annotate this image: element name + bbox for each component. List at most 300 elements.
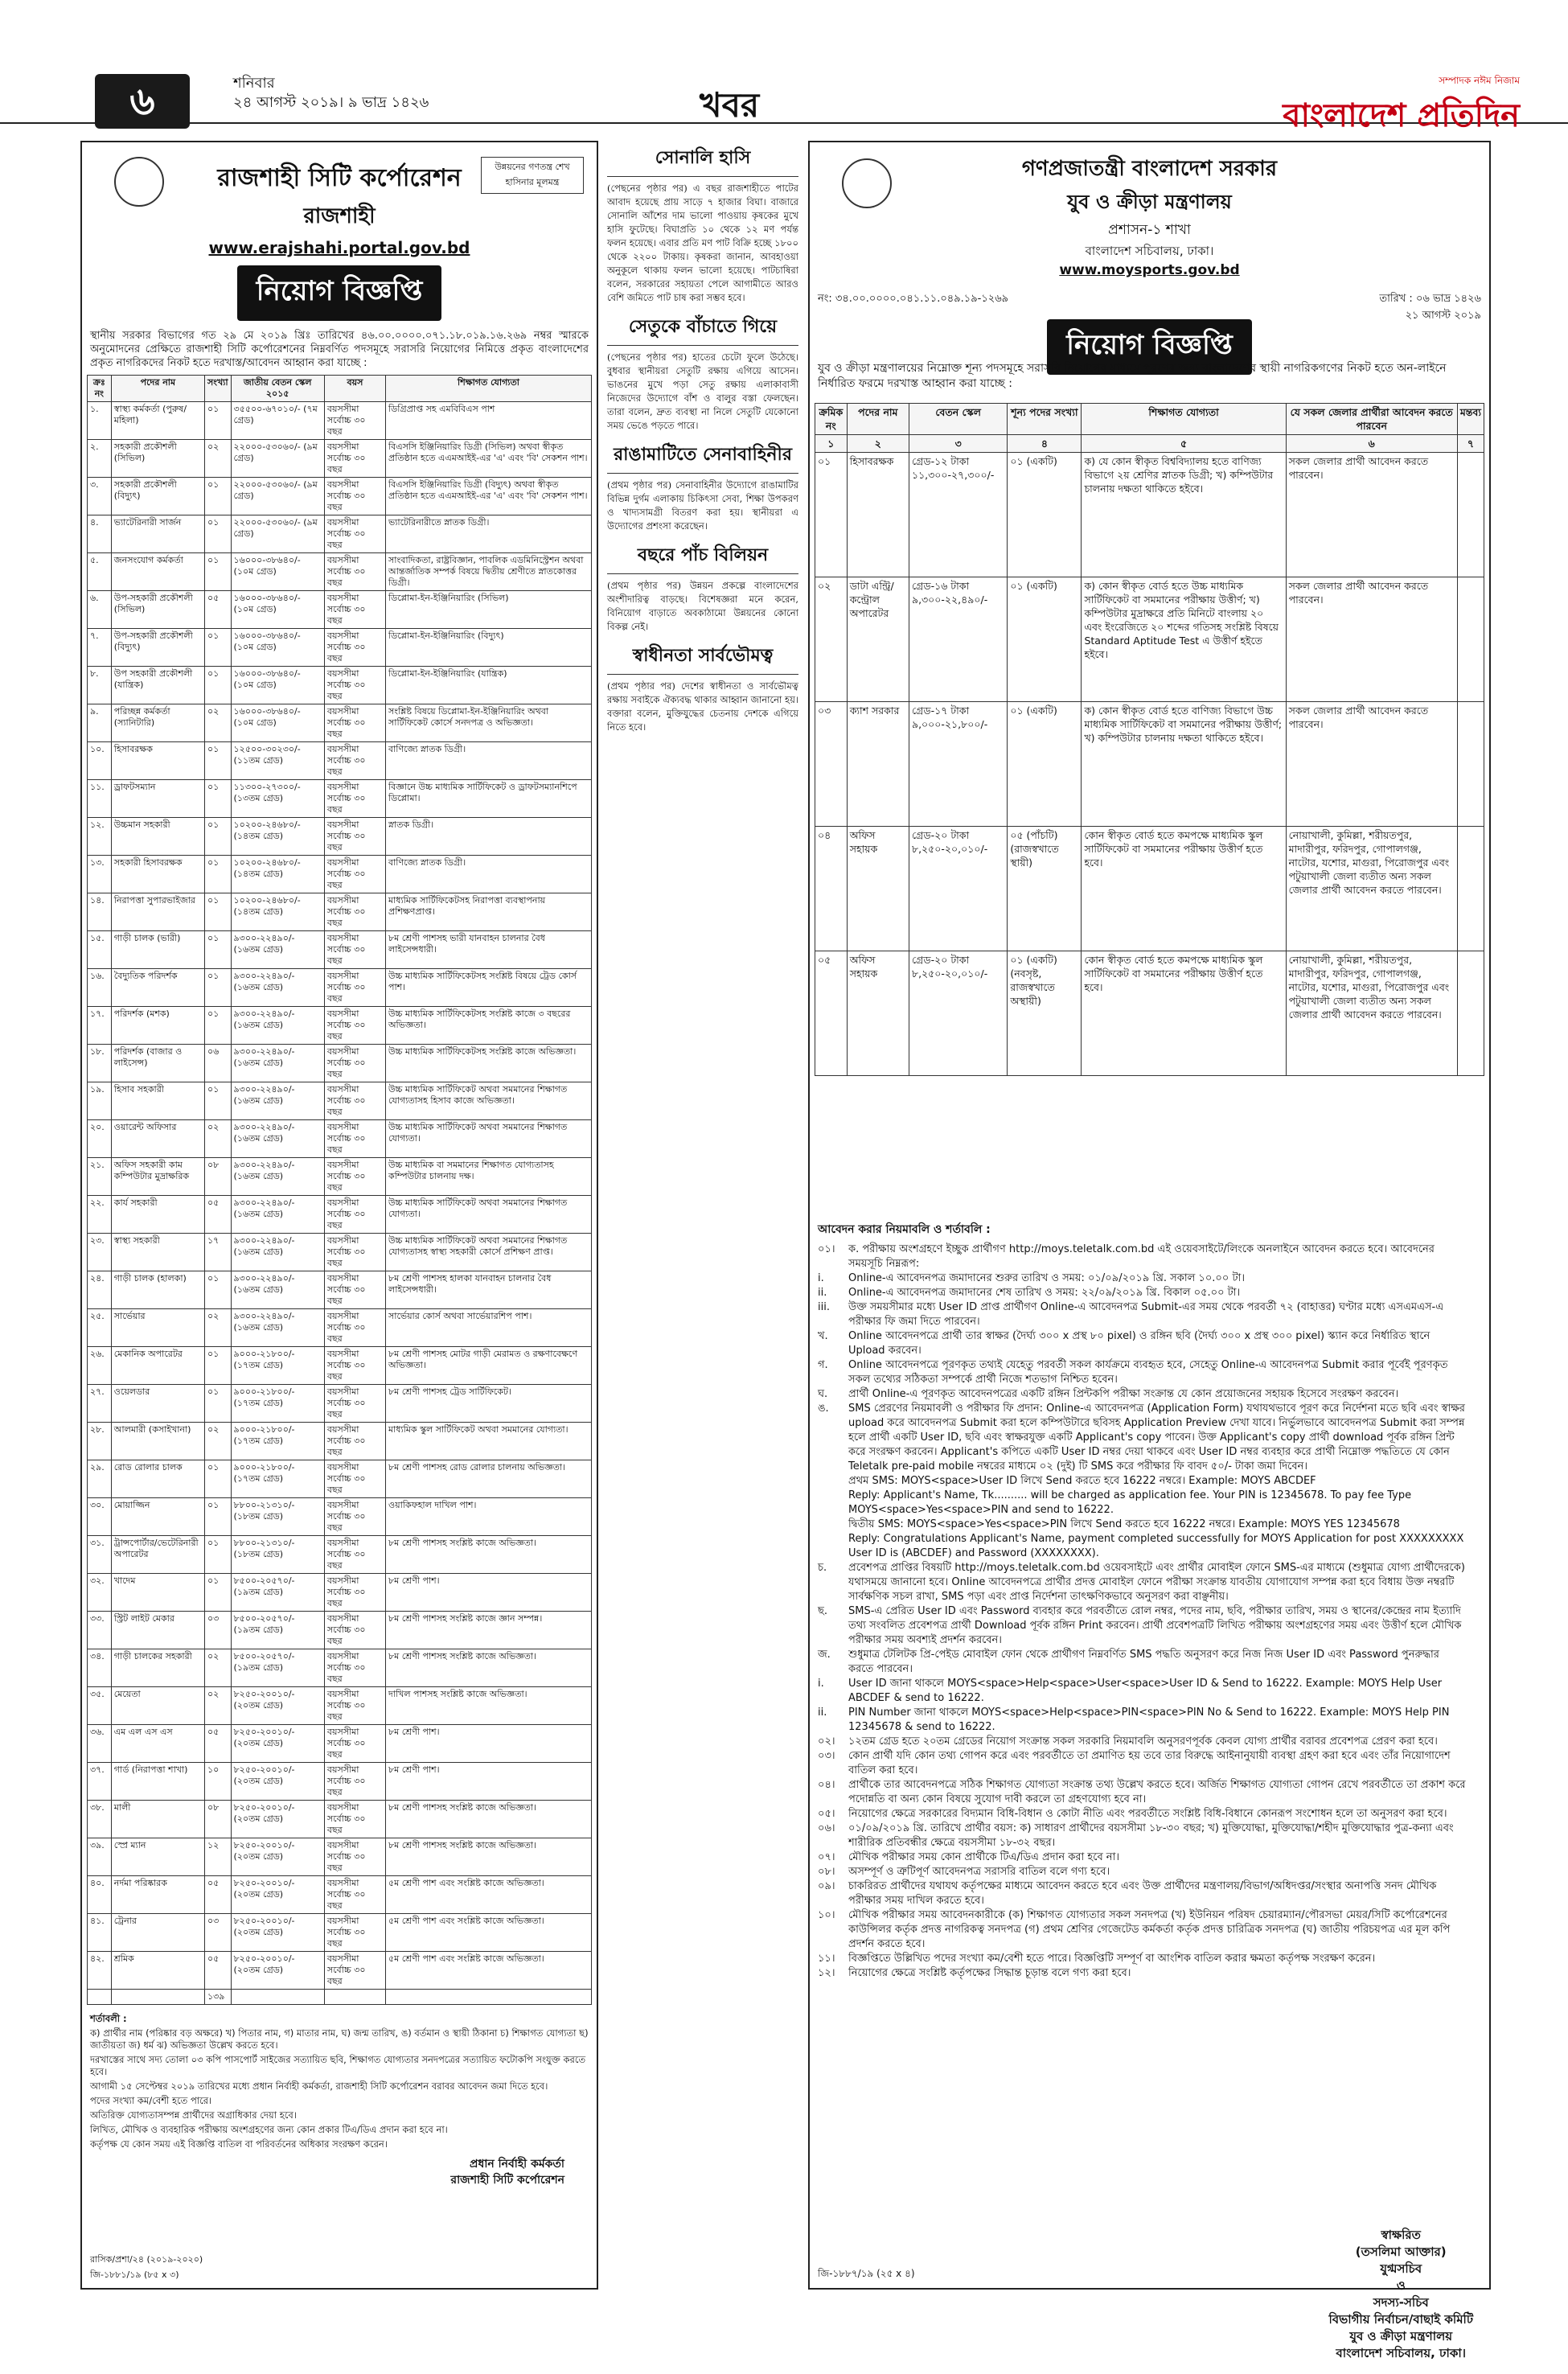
- table-cell: পরিচ্ছন্ন কর্মকর্তা (স্যানিটারি): [111, 704, 204, 742]
- column-header: বয়স: [324, 376, 385, 402]
- table-cell: ১০.: [88, 742, 112, 780]
- table-cell: বয়সসীমা সর্বোচ্চ ৩০ বছর: [324, 1876, 385, 1914]
- rule-text: শুধুমাত্র টেলিটক প্রি-পেইড মোবাইল ফোন থেকে প্রার্থীগণ নিম্নবর্ণিত SMS পদ্ধতি অনুসরণ করে নিজ নিজ User ID এবং Password পুনরুদ্ধার করতে পারবেন।: [848, 1649, 1439, 1675]
- table-cell: ৮৫০০-২০৫৭০/- (১৯তম গ্রেড): [231, 1649, 324, 1687]
- table-row: [88, 1045, 592, 1082]
- table-cell: বাণিজ্যে স্নাতক ডিগ্রী।: [386, 742, 592, 780]
- table-row: [88, 1385, 592, 1423]
- day-label: শনিবার: [233, 75, 275, 92]
- table-cell: বয়সসীমা সর্বোচ্চ ৩০ বছর: [324, 1952, 385, 1990]
- rule-text: প্রার্থী Online-এ পূরণকৃত আবেদনপত্রের একটি রঙ্গিন প্রিন্টকপি পরীক্ষা সংক্রান্ত যে কোন প্রয়োজনের সহায়ক হিসেবে সংরক্ষণ করবেন।: [848, 1388, 1399, 1400]
- column-header: বেতন স্কেল: [909, 404, 1007, 435]
- news-body: (প্রথম পৃষ্ঠার পর) দেশের স্বাধীনতা ও সার্বভৌমত্ব রক্ষায় সবাইকে ঐক্যবদ্ধ থাকার আহ্বান জানানো হয়। বক্তারা বলেন, মুক্তিযুদ্ধের চেতনায় দেশকে এগিয়ে নিতে হবে।: [607, 680, 798, 733]
- branch-name: প্রশাসন-১ শাখা: [1108, 222, 1191, 238]
- table-row: [88, 1649, 592, 1687]
- table-cell: ১৭.: [88, 1007, 112, 1045]
- rule-item: [818, 1677, 1481, 1706]
- table-cell: ৮২৫০-২০০১০/- (২০তম গ্রেড): [231, 1876, 324, 1914]
- rule-text: চাকরিরত প্রার্থীদের যথাযথ কর্তৃপক্ষের মাধ্যমে আবেদন করতে হবে এবং উক্ত প্রার্থীদের মন্ত্রণালয়/বিভাগ/অধিদপ্তর/সংস্থার অনাপত্তি সনদ মৌখিক পরীক্ষার সময় দাখিল করতে হবে।: [848, 1880, 1437, 1907]
- table-cell: ০৩: [204, 1914, 231, 1952]
- news-headline: স্বাধীনতা সার্বভৌমত্ব: [607, 642, 798, 675]
- rule-text: Reply: Applicant's Name, Tk.......... will be charged as application fee. Your PIN is 12345678. To pay fee Type MOYS<space>Yes<space>PIN and send to 16222.: [848, 1489, 1412, 1516]
- table-cell: ১০২০০-২৪৬৮০/- (১৪তম গ্রেড): [231, 893, 324, 931]
- table-row: [88, 1347, 592, 1385]
- term-item: পদের সংখ্যা কম/বেশী হতে পারে।: [90, 2095, 212, 2106]
- table-cell: কোন স্বীকৃত বোর্ড হতে কমপক্ষে মাধ্যমিক স্কুল সার্টিফিকেট বা সমমানের পরীক্ষায় উত্তীর্ণ হতে হবে।: [1082, 827, 1286, 951]
- org-city: রাজশাহী: [303, 204, 376, 228]
- table-cell: ২৪.: [88, 1271, 112, 1309]
- column-number: ২: [847, 435, 909, 453]
- table-cell: বয়সসীমা সর্বোচ্চ ৩০ বছর: [324, 1725, 385, 1763]
- rule-item: [818, 1271, 1481, 1286]
- table-cell: বয়সসীমা সর্বোচ্চ ৩০ বছর: [324, 1385, 385, 1423]
- table-cell: সংশ্লিষ্ট বিষয়ে ডিপ্লোমা-ইন-ইঞ্জিনিয়ারিং অথবা সার্টিফিকেট কোর্সে সনদপত্র ও অভিজ্ঞতা।: [386, 704, 592, 742]
- table-cell: স্বাস্থ্য কর্মকর্তা (পুরুষ/মহিলা): [111, 402, 204, 440]
- ministry-url: www.moysports.gov.bd: [1059, 262, 1240, 278]
- table-cell: ৮ম শ্রেণী পাশসহ ট্রেড সার্টিফিকেট।: [386, 1385, 592, 1423]
- column-number: ৫: [1082, 435, 1286, 453]
- date-bangla: ০৬ ভাদ্র ১৪২৬: [1415, 293, 1481, 305]
- table-cell: অফিস সহায়ক: [847, 951, 909, 1076]
- org-name: রাজশাহী সিটি কর্পোরেশন: [217, 164, 462, 192]
- table-cell: নিরাপত্তা সুপারভাইজার: [111, 893, 204, 931]
- table-cell: ৮ম শ্রেণী পাশসহ সংশ্লিষ্ট কাজে জ্ঞান সম্পন্ন।: [386, 1612, 592, 1649]
- rule-text: অসম্পূর্ণ ও ত্রুটিপূর্ণ আবেদনপত্র সরাসরি বাতিল বলে গণ্য হবে।: [848, 1866, 1110, 1878]
- table-cell: ৯৩০০-২২৪৯০/- (১৬তম গ্রেড): [231, 1082, 324, 1120]
- table-row: [88, 1196, 592, 1234]
- table-cell: ডিপ্লোমা-ইন-ইঞ্জিনিয়ারিং (বিদ্যুৎ): [386, 629, 592, 667]
- table-cell: হিসাবরক্ষক: [111, 742, 204, 780]
- table-cell: ৫ম শ্রেণী পাশ এবং সংশ্লিষ্ট কাজে অভিজ্ঞতা।: [386, 1914, 592, 1952]
- table-cell: বয়সসীমা সর্বোচ্চ ৩০ বছর: [324, 1838, 385, 1876]
- rule-item: [818, 1329, 1481, 1358]
- table-cell: মাধ্যমিক স্কুল সার্টিফিকেট অথবা সমমানের যোগ্যতা।: [386, 1423, 592, 1460]
- table-cell: বয়সসীমা সর্বোচ্চ ৩০ বছর: [324, 667, 385, 704]
- table-cell: ক্যাশ সরকার: [847, 702, 909, 827]
- date-label: ২৪ আগস্ট ২০১৯। ৯ ভাদ্র ১৪২৬: [233, 94, 429, 111]
- rule-number: খ.: [818, 1330, 828, 1342]
- rule-item: [818, 1242, 1481, 1271]
- table-cell: ৪০.: [88, 1876, 112, 1914]
- ministry-name: যুব ও ক্রীড়া মন্ত্রণালয়: [1067, 191, 1232, 213]
- column-number: ৬: [1286, 435, 1457, 453]
- table-cell: ২.: [88, 440, 112, 478]
- notice-intro: স্থানীয় সরকার বিভাগের গত ২৯ মে ২০১৯ খ্রিঃ তারিখের ৪৬.০০.০০০০.০৭১.১৮.০১৯.১৬.২৬৯ নম্বর স্মারকে অনুমোদনের প্রেক্ষিতে রাজশাহী সিটি কর্পোরেশনের নিম্নবর্ণিত পদসমূহে সরাসরি নিয়োগের নিমিত্তে প্রকৃত বাংলাদেশের প্রকৃত নাগরিকদের নিকট হতে দরখাস্ত/আবেদন আহ্বান করা যাচ্ছে :: [90, 330, 589, 369]
- table-cell: বয়সসীমা সর্বোচ্চ ৩০ বছর: [324, 1196, 385, 1234]
- table-cell: পরিদর্শক (মশক): [111, 1007, 204, 1045]
- notice-intro-right: যুব ও ক্রীড়া মন্ত্রণালয়ের নিম্নোক্ত শূন্য পদসমূহে সরাসরি নিয়োগের মাধ্যমে পূরণের জন্য বাংলাদেশের স্থায়ী নাগরিকগণের নিকট হতে অন-লাইনে নির্ধারিত ফরমে দরখাস্ত আহ্বান করা যাচ্ছে :: [818, 362, 1447, 390]
- table-row: [88, 1082, 592, 1120]
- rule-text: প্রার্থীকে তার আবেদনপত্রে সঠিক শিক্ষাগত যোগ্যতা সংক্রান্ত তথ্য উল্লেখ করতে হবে। অর্জিত শিক্ষাগত যোগ্যতা গোপন রেখে পরবর্তীতে তা প্রকাশ করে পদোন্নতি বা অন্য কোন বিষয়ে সুযোগ দাবী করলে তা গ্রহণযোগ্য হবে না।: [848, 1779, 1466, 1805]
- table-cell: ৩.: [88, 478, 112, 515]
- column-header: শূন্য পদের সংখ্যা: [1008, 404, 1082, 435]
- column-header: ক্রঃ নং: [88, 376, 112, 402]
- table-cell: গ্রেড-২০ টাকা ৮,২৫০-২০,০১০/-: [909, 827, 1007, 951]
- table-cell: বয়সসীমা সর্বোচ্চ ৩০ বছর: [324, 1536, 385, 1574]
- table-cell: ০৫ (পাঁচটি) (রাজস্বখাতে স্থায়ী): [1008, 827, 1082, 951]
- table-cell: উচ্চ মাধ্যমিক সার্টিফিকেটসহ সংশ্লিষ্ট কাজে অভিজ্ঞতা।: [386, 1045, 592, 1082]
- table-cell: এম এল এস এস: [111, 1725, 204, 1763]
- table-cell: ১২: [204, 1838, 231, 1876]
- table-cell: নর্দমা পরিষ্কারক: [111, 1876, 204, 1914]
- table-cell: বয়সসীমা সর্বোচ্চ ৩০ বছর: [324, 1347, 385, 1385]
- table-row: [88, 402, 592, 440]
- rule-item: [818, 1286, 1481, 1300]
- table-row: [88, 1952, 592, 1990]
- table-cell: বয়সসীমা সর্বোচ্চ ৩০ বছর: [324, 1120, 385, 1158]
- section-title: খবর: [700, 85, 760, 125]
- rule-text: Online-এ আবেদনপত্র জমাদানের শুরুর তারিখ ও সময়: ০১/০৯/২০১৯ খ্রি. সকাল ১০.০০ টা।: [848, 1272, 1245, 1284]
- table-cell: ১০২০০-২৪৬৮০/- (১৪তম গ্রেড): [231, 818, 324, 856]
- table-cell: ০২: [204, 1423, 231, 1460]
- sign-role: সদস্য-সচিব: [1373, 2295, 1429, 2310]
- table-cell: [1457, 577, 1484, 702]
- table-cell: ২২.: [88, 1196, 112, 1234]
- table-cell: বয়সসীমা সর্বোচ্চ ৩০ বছর: [324, 1687, 385, 1725]
- table-cell: গার্ড (নিরাপত্তা শাখা): [111, 1763, 204, 1801]
- table-cell: সকল জেলার প্রার্থী আবেদন করতে পারবেন।: [1286, 577, 1457, 702]
- table-cell: ৯৩০০-২২৪৯০/- (১৬তম গ্রেড): [231, 1045, 324, 1082]
- table-cell: ১৪.: [88, 893, 112, 931]
- table-cell: ২২০০০-৫৩০৬০/- (৯ম গ্রেড): [231, 515, 324, 553]
- rule-item: [818, 1879, 1481, 1908]
- table-cell: [386, 1990, 592, 2005]
- table-row: [88, 1007, 592, 1045]
- rule-number: ঙ.: [818, 1403, 829, 1415]
- rule-item: [818, 1749, 1481, 1778]
- table-cell: ২২০০০-৫৩০৬০/- (৯ম গ্রেড): [231, 478, 324, 515]
- signature-org: রাজশাহী সিটি কর্পোরেশন: [450, 2174, 564, 2187]
- column-header: শিক্ষাগত যোগ্যতা: [1082, 404, 1286, 435]
- table-cell: ৮ম শ্রেণী পাশসহ মোটর গাড়ী মেরামত ও রক্ষণাবেক্ষণে অভিজ্ঞতা।: [386, 1347, 592, 1385]
- table-cell: বয়সসীমা সর্বোচ্চ ৩০ বছর: [324, 515, 385, 553]
- table-row: [88, 969, 592, 1007]
- table-cell: ৯০০০-২১৮০০/- (১৭তম গ্রেড): [231, 1423, 324, 1460]
- table-cell: বিজ্ঞানে উচ্চ মাধ্যমিক সার্টিফিকেট ও ড্রাফটসম্যানশিপে ডিপ্লোমা।: [386, 780, 592, 818]
- table-cell: হিসাবরক্ষক: [847, 453, 909, 577]
- table-cell: বয়সসীমা সর্বোচ্চ ৩০ বছর: [324, 629, 385, 667]
- table-cell: উপ-সহকারী প্রকৌশলী (সিভিল): [111, 591, 204, 629]
- table-cell: বয়সসীমা সর্বোচ্চ ৩০ বছর: [324, 969, 385, 1007]
- news-column: [607, 141, 798, 742]
- table-cell: ভ্যাটেরিনারীতে স্নাতক ডিগ্রী।: [386, 515, 592, 553]
- table-cell: ১২.: [88, 818, 112, 856]
- news-headline: সেতুকে বাঁচাতে গিয়ে: [607, 313, 798, 346]
- table-cell: গ্রেড-১৬ টাকা ৯,৩০০-২২,৪৯০/-: [909, 577, 1007, 702]
- column-number: ৩: [909, 435, 1007, 453]
- notice-banner-right: নিয়োগ বিজ্ঞপ্তি: [1047, 319, 1252, 375]
- table-cell: ওয়াকিফহাল দাখিল পাশ।: [386, 1498, 592, 1536]
- table-row: [88, 440, 592, 478]
- column-number: ৪: [1008, 435, 1082, 453]
- rule-item: [818, 1865, 1481, 1879]
- total-cell: ১৩৯: [204, 1990, 231, 2005]
- table-row: [88, 1423, 592, 1460]
- sign-designation: যুগ্মসচিব: [1380, 2261, 1422, 2276]
- rule-number: ০৮।: [818, 1866, 835, 1878]
- table-cell: ১৬.: [88, 969, 112, 1007]
- table-cell: ৩৪.: [88, 1649, 112, 1687]
- table-cell: ক) কোন স্বীকৃত বোর্ড হতে উচ্চ মাধ্যমিক সার্টিফিকেট বা সমমানের পরীক্ষায় উত্তীর্ণ; খ) কম্পিউটার মুদ্রাক্ষরে প্রতি মিনিটে বাংলায় ২০ এবং ইংরেজিতে ২০ শব্দের গতিসহ সংশ্লিষ্ট বিষয়ে Standard Aptitude Test এ উত্তীর্ণ হইতে হইবে।: [1082, 577, 1286, 702]
- rule-item: [818, 1402, 1481, 1474]
- table-cell: বয়সসীমা সর্বোচ্চ ৩০ বছর: [324, 856, 385, 893]
- table-cell: আলমারী (কসাইখানা): [111, 1423, 204, 1460]
- table-cell: ৮৫০০-২০৫৭০/- (১৯তম গ্রেড): [231, 1574, 324, 1612]
- table-row: [88, 1234, 592, 1271]
- table-cell: ২৯.: [88, 1460, 112, 1498]
- rule-item: [818, 1387, 1481, 1402]
- table-row: [88, 1574, 592, 1612]
- table-row: [88, 704, 592, 742]
- rule-item: [818, 1604, 1481, 1648]
- table-cell: দাখিল পাশসহ সংশ্লিষ্ট কাজে অভিজ্ঞতা।: [386, 1687, 592, 1725]
- table-cell: ৫.: [88, 553, 112, 591]
- table-cell: উচ্চ মাধ্যমিক সার্টিফিকেট অথবা সমমানের শিক্ষাগত যোগ্যতাসহ স্বাস্থ্য সহকারী কোর্সে প্রশিক্ষণ প্রাপ্ত।: [386, 1234, 592, 1271]
- table-cell: [1457, 453, 1484, 577]
- table-cell: ৪২.: [88, 1952, 112, 1990]
- rule-number: ১২।: [818, 1967, 835, 1979]
- table-cell: ৩৫৫০০-৬৭০১০/- (৭ম গ্রেড): [231, 402, 324, 440]
- table-cell: ৮ম শ্রেণী পাশসহ সংশ্লিষ্ট কাজে অভিজ্ঞতা।: [386, 1801, 592, 1838]
- rule-text: SMS-এ প্রেরিত User ID এবং Password ব্যবহার করে পরবর্তীতে রোল নম্বর, পদের নাম, ছবি, পরীক্ষার তারিখ, সময় ও স্থানের/কেন্দ্রের নাম ইত্যাদি তথ্য সংবলিত প্রবেশপত্র প্রার্থী Download পূর্বক রঙ্গিন Print করবেন। প্রার্থী প্রবেশপত্রটি লিখিত পরীক্ষায় অংশগ্রহণের সময় এবং উত্তীর্ণ হলে মৌখিক পরীক্ষার সময় অবশ্যই প্রদর্শন করবেন।: [848, 1605, 1462, 1646]
- table-cell: ৮২৫০-২০০১০/- (২০তম গ্রেড): [231, 1687, 324, 1725]
- total-row: [88, 1990, 592, 2005]
- table-cell: ০২: [204, 704, 231, 742]
- table-cell: বয়সসীমা সর্বোচ্চ ৩০ বছর: [324, 1649, 385, 1687]
- table-cell: ওয়েলডার: [111, 1385, 204, 1423]
- table-cell: ০৫: [204, 591, 231, 629]
- table-cell: [1457, 951, 1484, 1076]
- table-cell: ৯৩০০-২২৪৯০/- (১৬তম গ্রেড): [231, 969, 324, 1007]
- table-cell: বয়সসীমা সর্বোচ্চ ৩০ বছর: [324, 402, 385, 440]
- table-cell: সহকারী প্রকৌশলী (সিভিল): [111, 440, 204, 478]
- news-body: (পেছনের পৃষ্ঠার পর) এ বছর রাজশাহীতে পাটের আবাদ হয়েছে প্রায় সাড়ে ৭ হাজার বিঘা। বাজারে সোনালি আঁশের দাম ভালো পাওয়ায় কৃষকের মুখে হাসি ফুটেছে। বিঘাপ্রতি ১০ থেকে ১২ মণ পর্যন্ত ফলন হয়েছে। এবার প্রতি মণ পাট বিক্রি হচ্ছে ১৮০০ থেকে ২২০০ টাকায়। কৃষকরা জানান, আবহাওয়া অনুকূলে থাকায় ফলন ভালো হয়েছে। পাটচাষিরা বলেন, সরকারের সহায়তা পেলে আগামীতে আরও বেশি জমিতে পাট চাষ করা সম্ভব হবে।: [607, 183, 798, 303]
- table-row: [88, 1158, 592, 1196]
- rule-item: [818, 1648, 1481, 1677]
- moys-ad: [808, 141, 1491, 2360]
- table-cell: ০৩: [204, 1612, 231, 1649]
- table-cell: মাধ্যমিক সার্টিফিকেটসহ নিরাপত্তা ব্যবস্থাপনায় প্রশিক্ষণপ্রাপ্ত।: [386, 893, 592, 931]
- table-cell: কোন স্বীকৃত বোর্ড হতে কমপক্ষে মাধ্যমিক স্কুল সার্টিফিকেট বা সমমানের পরীক্ষায় উত্তীর্ণ হতে হবে।: [1082, 951, 1286, 1076]
- table-cell: ০১: [204, 1271, 231, 1309]
- sign-place: বাংলাদেশ সচিবালয়, ঢাকা।: [1336, 2346, 1467, 2360]
- table-cell: ০১: [204, 1498, 231, 1536]
- signature-title: প্রধান নির্বাহী কর্মকর্তা: [470, 2158, 564, 2171]
- table-cell: ০১: [204, 969, 231, 1007]
- rule-item: [818, 1300, 1481, 1329]
- table-cell: স্নাতক ডিগ্রী।: [386, 818, 592, 856]
- table-cell: [88, 1990, 112, 2005]
- table-cell: গ্রেড-২০ টাকা ৮,২৫০-২০,০১০/-: [909, 951, 1007, 1076]
- table-row: [88, 1309, 592, 1347]
- table-cell: ক) যে কোন স্বীকৃত বিশ্ববিদ্যালয় হতে বাণিজ্য বিভাগে ২য় শ্রেণির স্নাতক ডিগ্রী; খ) কম্পিউটার চালনায় দক্ষতা থাকিতে হইবে।: [1082, 453, 1286, 577]
- rule-text: Online-এ আবেদনপত্র জমাদানের শেষ তারিখ ও সময়: ২২/০৯/২০১৯ খ্রি. বিকাল ০৫.০০ টা।: [848, 1287, 1241, 1299]
- rule-number: ১১।: [818, 1953, 835, 1965]
- table-cell: ০২: [204, 1649, 231, 1687]
- table-cell: ৮ম শ্রেণী পাশসহ সংশ্লিষ্ট কাজে অভিজ্ঞতা।: [386, 1649, 592, 1687]
- sign-committee: বিভাগীয় নির্বাচন/বাছাই কমিটি: [1328, 2312, 1473, 2327]
- table-cell: বয়সসীমা সর্বোচ্চ ৩০ বছর: [324, 1082, 385, 1120]
- news-body: (প্রথম পৃষ্ঠার পর) উন্নয়ন প্রকল্পে বাংলাদেশের অংশীদারিত্ব বাড়ছে। বিশেষজ্ঞরা মনে করেন, বিনিয়োগ বাড়াতে অবকাঠামো উন্নয়নের কোনো বিকল্প নেই।: [607, 580, 798, 632]
- table-cell: বয়সসীমা সর্বোচ্চ ৩০ বছর: [324, 704, 385, 742]
- table-cell: বয়সসীমা সর্বোচ্চ ৩০ বছর: [324, 1423, 385, 1460]
- memo-ref: রাসিক/প্রশা/২৪ (২০১৯-২০২০): [90, 2254, 203, 2265]
- table-cell: সার্ভেয়ার: [111, 1309, 204, 1347]
- table-row: [88, 1725, 592, 1763]
- rule-item: [818, 1532, 1481, 1561]
- rule-item: [818, 1807, 1481, 1822]
- table-cell: উচ্চ মাধ্যমিক সার্টিফিকেট অথবা সমমানের শিক্ষাগত যোগ্যতাসহ হিসাব কাজে অভিজ্ঞতা।: [386, 1082, 592, 1120]
- rule-item: [818, 1966, 1481, 1981]
- table-cell: স্প্রে ম্যান: [111, 1838, 204, 1876]
- table-cell: ৯৩০০-২২৪৯০/- (১৬তম গ্রেড): [231, 1007, 324, 1045]
- table-cell: ৮ম শ্রেণী পাশসহ ভারী যানবাহন চালনার বৈধ লাইসেন্সধারী।: [386, 931, 592, 969]
- table-cell: ৮২৫০-২০০১০/- (২০তম গ্রেড): [231, 1952, 324, 1990]
- terms-section: [82, 2010, 597, 2156]
- table-cell: ১৫.: [88, 931, 112, 969]
- rule-number: i.: [818, 1272, 824, 1284]
- table-cell: ৮ম শ্রেণী পাশসহ রোড রোলার চালনায় অভিজ্ঞতা।: [386, 1460, 592, 1498]
- table-cell: উচ্চ মাধ্যমিক সার্টিফিকেট অথবা সমমানের শিক্ষাগত যোগ্যতা।: [386, 1196, 592, 1234]
- table-row: [88, 780, 592, 818]
- table-cell: ৮ম শ্রেণী পাশ।: [386, 1763, 592, 1801]
- table-cell: ৮৮০০-২১৩১০/- (১৮তম গ্রেড): [231, 1498, 324, 1536]
- newspaper-logo: [1283, 74, 1520, 144]
- table-cell: উচ্চ মাধ্যমিক সার্টিফিকেট অথবা সমমানের শিক্ষাগত যোগ্যতা।: [386, 1120, 592, 1158]
- rule-number: ০৭।: [818, 1851, 835, 1863]
- table-cell: অফিস সহকারী কাম কম্পিউটার মুদ্রাক্ষরিক: [111, 1158, 204, 1196]
- news-story: [607, 144, 798, 305]
- table-cell: ৯০০০-২১৮০০/- (১৭তম গ্রেড): [231, 1347, 324, 1385]
- table-cell: ০১ (একটি): [1008, 453, 1082, 577]
- table-cell: ড্রাফটসম্যান: [111, 780, 204, 818]
- table-cell: উপ সহকারী প্রকৌশলী (যান্ত্রিক): [111, 667, 204, 704]
- table-cell: ০১: [204, 893, 231, 931]
- column-header: ক্রমিক নং: [815, 404, 848, 435]
- table-cell: গাড়ী চালকের সহকারী: [111, 1649, 204, 1687]
- rule-text: নিয়োগের ক্ষেত্রে সরকারের বিদ্যমান বিধি-বিধান ও কোটা নীতি এবং পরবর্তীতে সংশ্লিষ্ট বিধি-বিধানে কোনরূপ সংশোধন হলে তা অনুসরণ করা হবে।: [848, 1808, 1447, 1820]
- table-cell: ডিপ্লোমা-ইন-ইঞ্জিনিয়ারিং (যান্ত্রিক): [386, 667, 592, 704]
- table-cell: ২২০০০-৫৩০৬০/- (৯ম গ্রেড): [231, 440, 324, 478]
- table-cell: ১.: [88, 402, 112, 440]
- table-cell: বয়সসীমা সর্বোচ্চ ৩০ বছর: [324, 818, 385, 856]
- rule-text: SMS প্রেরণের নিয়মাবলী ও পরীক্ষার ফি প্রদান: Online-এ আবেদনপত্র (Application Form) যথাযথভাবে পূরণ করে নির্দেশনা মতে ছবি এবং স্বাক্ষর upload করে আবেদনপত্র Submit করা হলে কম্পিউটারে ছবিসহ Application Preview দেখা যাবে। নির্ভুলভাবে আবেদনপত্র Submit করা সম্পন্ন হলে প্রার্থী একটি User ID, ছবি এবং স্বাক্ষরযুক্ত একটি Applicant's copy পাবেন। উক্ত Applicant's copy প্রার্থী download পূর্বক রঙ্গিন প্রিন্ট করে সংরক্ষণ করবেন। Applicant's কপিতে একটি User ID নম্বর দেয়া থাকবে এবং User ID নম্বর ব্যবহার করে প্রার্থী নিম্নোক্ত পদ্ধতিতে যে কোন Teletalk pre-paid mobile নম্বরের মাধ্যমে ০২ (দুই) টি SMS করে পরীক্ষার ফি বাবদ ৫০/- টাকা জমা দিবেন।: [848, 1403, 1465, 1472]
- table-cell: ০১: [815, 453, 848, 577]
- rule-item: [818, 1518, 1481, 1532]
- table-cell: বয়সসীমা সর্বোচ্চ ৩০ বছর: [324, 1045, 385, 1082]
- table-cell: শ্রমিক: [111, 1952, 204, 1990]
- table-cell: ০২: [204, 1687, 231, 1725]
- rule-text: মৌখিক পরীক্ষার সময় আবেদনকারীকে (ক) শিক্ষাগত যোগ্যতার সকল সনদপত্র (খ) ইউনিয়ন পরিষদ চেয়ারম্যান/পৌরসভা মেয়র/সিটি কর্পোরেশনের কাউন্সিলর কর্তৃক প্রদত্ত নাগরিকত্ব সনদপত্র (গ) প্রথম শ্রেণির গেজেটেড কর্মকর্তা কর্তৃক প্রদত্ত চারিত্রিক সনদপত্র (ঘ) জাতীয় পরিচয়পত্র এর মূল কপি প্রদর্শন করতে হবে।: [848, 1909, 1451, 1950]
- table-cell: ২৭.: [88, 1385, 112, 1423]
- table-cell: ০১: [204, 780, 231, 818]
- table-row: [88, 1460, 592, 1498]
- table-row: [88, 931, 592, 969]
- table-cell: ৮২৫০-২০০১০/- (২০তম গ্রেড): [231, 1801, 324, 1838]
- term-item: লিখিত, মৌখিক ও ব্যবহারিক পরীক্ষায় অংশগ্রহণের জন্য কোন প্রকার টিএ/ডিএ প্রদান করা হবে না।: [90, 2124, 448, 2135]
- news-body: (প্রথম পৃষ্ঠার পর) সেনাবাহিনীর উদ্যোগে রাঙামাটির বিভিন্ন দুর্গম এলাকায় চিকিৎসা সেবা, শিক্ষা উপকরণ ও খাদ্যসামগ্রী বিতরণ করা হয়। স্থানীয়রা এ উদ্যোগের প্রশংসা করেছেন।: [607, 479, 798, 532]
- table-row: [88, 1498, 592, 1536]
- table-cell: সকল জেলার প্রার্থী আবেদন করতে পারবেন।: [1286, 453, 1457, 577]
- term-item: ক) প্রার্থীর নাম (পরিষ্কার বড় অক্ষরে) খ) পিতার নাম, গ) মাতার নাম, ঘ) জন্ম তারিখ, ঙ) বর্তমান ও স্থায়ী ঠিকানা চ) শিক্ষাগত যোগ্যতা ছ) জাতীয়তা জ) ধর্ম ঝ) অভিজ্ঞতা উল্লেখ করতে হবে।: [90, 2027, 589, 2051]
- table-row: [815, 827, 1484, 951]
- table-row: [88, 478, 592, 515]
- table-cell: ৯৩০০-২২৪৯০/- (১৬তম গ্রেড): [231, 1309, 324, 1347]
- table-cell: ২৩.: [88, 1234, 112, 1271]
- rule-item: [818, 1474, 1481, 1489]
- table-cell: সার্ভেয়ার কোর্স অথবা সার্ভেয়ারশিপ পাশ।: [386, 1309, 592, 1347]
- table-row: [88, 629, 592, 667]
- rule-number: ০১।: [818, 1243, 835, 1255]
- emblem-icon: [114, 157, 164, 207]
- table-cell: ২৬.: [88, 1347, 112, 1385]
- rule-text: Online আবেদনপত্রে পূরণকৃত তথ্যই যেহেতু পরবর্তী সকল কার্যক্রমে ব্যবহৃত হবে, সেহেতু Online-এ আবেদনপত্র Submit করার পূর্বেই পূরণকৃত সকল তথ্যের সঠিকতা সম্পর্কে প্রার্থী নিজে শতভাগ নিশ্চিত হবেন।: [848, 1359, 1448, 1386]
- table-cell: ০৮: [204, 1801, 231, 1838]
- table-cell: স্ট্রিট লাইট মেকার: [111, 1612, 204, 1649]
- table-cell: ৩৩.: [88, 1612, 112, 1649]
- table-cell: ১৬০০০-৩৮৬৪০/- (১০ম গ্রেড): [231, 591, 324, 629]
- rule-text: User ID জানা থাকলে MOYS<space>Help<space>User<space>User ID & Send to 16222. Example: MOYS Help User ABCDEF & send to 16222.: [848, 1678, 1443, 1704]
- table-cell: ০২: [204, 440, 231, 478]
- rule-item: [818, 1358, 1481, 1387]
- table-cell: ওয়ারেন্ট অফিসার: [111, 1120, 204, 1158]
- sign-name: (তসলিমা আক্তার): [1355, 2245, 1447, 2259]
- news-body: (পেছনের পৃষ্ঠার পর) হাতের চেটো ফুলে উঠেছে। বুধবার স্থানীয়রা সেতুটি রক্ষায় এগিয়ে আসেন। ভাঙনের মুখে পড়া সেতু রক্ষায় এলাকাবাসী নিজেদের উদ্যোগে বাঁশ ও বালুর বস্তা ফেলছেন। তারা বলেন, দ্রুত ব্যবস্থা না নিলে সেতুটি যেকোনো সময় ভেঙে পড়তে পারে।: [607, 351, 798, 431]
- page-number: ৬: [95, 74, 190, 129]
- table-cell: ৯০০০-২১৮০০/- (১৭তম গ্রেড): [231, 1385, 324, 1423]
- table-cell: ৯৩০০-২২৪৯০/- (১৬তম গ্রেড): [231, 931, 324, 969]
- rule-item: [818, 1778, 1481, 1807]
- table-cell: ০৬: [204, 1045, 231, 1082]
- table-row: [88, 591, 592, 629]
- table-cell: বয়সসীমা সর্বোচ্চ ৩০ বছর: [324, 780, 385, 818]
- table-cell: ৮ম শ্রেণী পাশ।: [386, 1725, 592, 1763]
- table-cell: ০২: [815, 577, 848, 702]
- table-cell: ৯৩০০-২২৪৯০/- (১৬তম গ্রেড): [231, 1196, 324, 1234]
- table-cell: [231, 1990, 324, 2005]
- table-cell: ৩৬.: [88, 1725, 112, 1763]
- table-cell: ০১: [204, 856, 231, 893]
- org-url: www.erajshahi.portal.gov.bd: [208, 238, 470, 257]
- table-cell: ০১: [204, 515, 231, 553]
- table-cell: বিএসসি ইঞ্জিনিয়ারিং ডিগ্রী (সিভিল) অথবা স্বীকৃত প্রতিষ্ঠান হতে এএমআইই-এর 'এ' এবং 'বি' সেকশন পাশ।: [386, 440, 592, 478]
- ad-code: জি-১৮৮১/১৯ (৮৫ x ৩): [90, 2269, 179, 2280]
- table-cell: ০১: [204, 931, 231, 969]
- table-row: [815, 453, 1484, 577]
- table-cell: ৩৭.: [88, 1763, 112, 1801]
- term-item: আগামী ১৫ সেপ্টেম্বর ২০১৯ তারিখের মধ্যে প্রধান নির্বাহী কর্মকর্তা, রাজশাহী সিটি কর্পোরেশন বরাবর আবেদন জমা দিতে হবে।: [90, 2080, 548, 2092]
- table-cell: বয়সসীমা সর্বোচ্চ ৩০ বছর: [324, 440, 385, 478]
- table-row: [815, 702, 1484, 827]
- table-cell: ০৫: [204, 1952, 231, 1990]
- table-cell: সাংবাদিকতা, রাষ্ট্রবিজ্ঞান, পাবলিক এডমিনিস্ট্রেশন অথবা আন্তর্জাতিক সম্পর্ক বিষয়ে দ্বিতীয় শ্রেণীতে স্নাতকোত্তর ডিগ্রী।: [386, 553, 592, 591]
- table-row: [88, 1838, 592, 1876]
- table-cell: উচ্চ মাধ্যমিক বা সমমানের শিক্ষাগত যোগ্যতাসহ কম্পিউটার চালনায় দক্ষ।: [386, 1158, 592, 1196]
- table-cell: ০১: [204, 1082, 231, 1120]
- sign-and: ও: [1396, 2278, 1406, 2293]
- rule-text: ক. পরীক্ষায় অংশগ্রহণে ইচ্ছুক প্রার্থীগণ http://moys.teletalk.com.bd এই ওয়েবসাইটে/লিংকে অনলাইনে আবেদন করতে হবে। আবেদনের সময়সূচি নিম্নরূপ:: [848, 1243, 1435, 1270]
- table-row: [88, 1536, 592, 1574]
- table-cell: বয়সসীমা সর্বোচ্চ ৩০ বছর: [324, 478, 385, 515]
- rule-number: ০২।: [818, 1735, 835, 1748]
- table-row: [88, 1914, 592, 1952]
- table-cell: উপ-সহকারী প্রকৌশলী (বিদ্যুৎ): [111, 629, 204, 667]
- table-row: [88, 1687, 592, 1725]
- table-cell: ৮ম শ্রেণী পাশসহ সংশ্লিষ্ট কাজে অভিজ্ঞতা।: [386, 1536, 592, 1574]
- table-cell: ০৫: [204, 1876, 231, 1914]
- table-cell: ০৫: [204, 1196, 231, 1234]
- rule-item: [818, 1735, 1481, 1749]
